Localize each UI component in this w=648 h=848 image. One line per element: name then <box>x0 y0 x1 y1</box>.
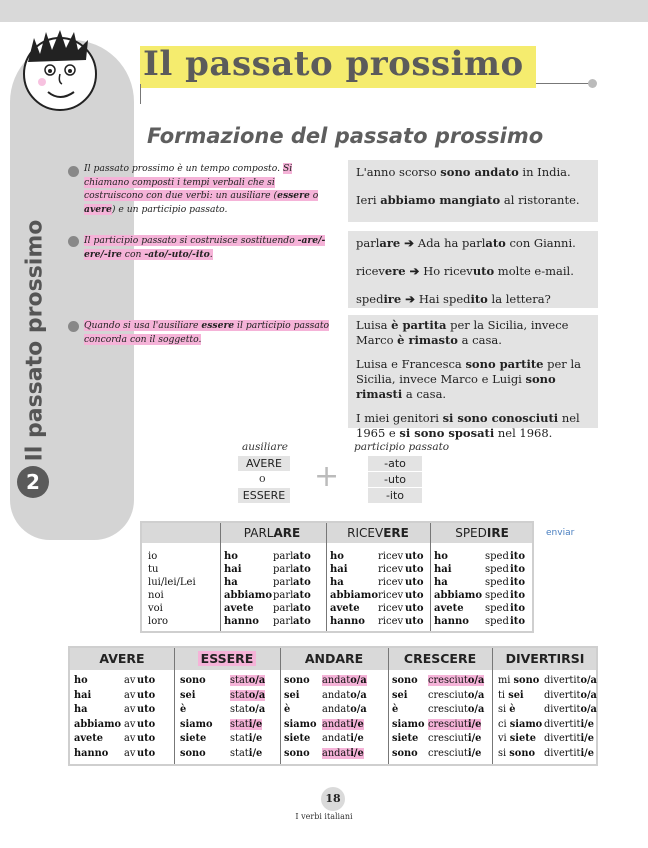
conjugation-table <box>140 521 534 633</box>
ending-chip: -ito <box>368 488 422 503</box>
rule-1-text: Il passato prossimo è un tempo composto. Si chiamano composti i tempi verbali che si costruiscono con due verbi: un ausiliare (essere o avere) e un participio passato. <box>84 163 319 215</box>
table-cell: cresciuto/a <box>428 689 485 701</box>
column-header-parlare: PARLARE <box>220 525 324 541</box>
table-cell: ci siamo <box>498 718 543 730</box>
title-dot <box>588 79 597 88</box>
aux-column: sono sei è siamo siete sono <box>180 675 213 759</box>
table-cell: stato/a <box>230 675 266 686</box>
table-cell: divertito/a <box>544 704 597 715</box>
bullet-icon <box>68 321 79 332</box>
aux-column: ho hai ha abbiamo avete hanno <box>330 551 378 627</box>
table-cell: stato/a <box>230 704 266 715</box>
column-divider <box>174 648 175 764</box>
table-cell: divertiti/e <box>544 733 594 744</box>
participle-stem-column: sped sped sped sped sped sped <box>485 551 509 627</box>
rule-3-text: Quando si usa l'ausiliare essere il participio passato concorda con il soggetto. <box>84 320 330 345</box>
participle-stem-column: ricev ricev ricev ricev ricev ricev <box>378 551 404 627</box>
table-cell: divertito/a <box>544 689 597 701</box>
table-cell: vi siete <box>498 733 537 744</box>
page-number: 18 <box>321 787 345 811</box>
column-divider <box>492 648 493 764</box>
aux-column: sono sei è siamo siete sono <box>284 675 317 759</box>
participle-column <box>544 674 597 761</box>
table-cell: stato/a <box>230 689 266 701</box>
participle-caption: participio passato <box>354 441 450 453</box>
column-divider <box>326 523 327 631</box>
column-header-andare: ANDARE <box>282 651 386 666</box>
aux-column: ho hai ha abbiamo avete hanno <box>434 551 482 627</box>
page-title: Il passato prossimo <box>143 44 524 84</box>
example-sentence: Luisa e Francesca sono partite per la Sicilia, invece Marco e Luigi sono rimasti a casa. <box>356 357 581 401</box>
participle-ending-column: uto uto uto uto uto uto <box>405 551 424 627</box>
table-cell: cresciuto/a <box>428 704 485 715</box>
column-header-crescere: CRESCERE <box>388 651 492 666</box>
participle-stem-column: av av av av av av <box>124 675 136 759</box>
column-divider <box>430 523 431 631</box>
example-sentence: Ieri abbiamo mangiato al ristorante. <box>356 193 580 207</box>
table-cell: andati/e <box>322 747 364 759</box>
example-sentence: L'anno scorso sono andato in India. <box>356 165 571 179</box>
unit-number-badge: 2 <box>17 466 49 498</box>
column-divider <box>388 648 389 764</box>
column-header-avere: AVERE <box>70 651 174 666</box>
title-rule <box>536 83 596 84</box>
mascot-illustration <box>14 18 100 118</box>
table-cell: divertito/a <box>544 675 597 686</box>
plus-icon: + <box>314 459 340 494</box>
bullet-icon <box>68 236 79 247</box>
participle-column <box>230 674 265 761</box>
table-cell: andati/e <box>322 733 364 744</box>
auxiliary-table <box>68 646 598 766</box>
table-cell: divertiti/e <box>544 747 594 759</box>
title-rule-vertical <box>140 84 141 104</box>
margin-note: enviar <box>546 528 575 538</box>
table-cell: si sono <box>498 747 535 759</box>
participle-column <box>428 674 484 761</box>
or-label: o <box>259 472 266 485</box>
rule-2-text: Il participio passato si costruisce sostituendo -are/-ere/-ire con -ato/-uto/-ito. <box>84 235 326 260</box>
ending-chip: -ato <box>368 456 422 471</box>
table-cell: cresciuti/e <box>428 747 482 759</box>
example-sentence: Luisa è partita per la Sicilia, invece Marco è rimasto a casa. <box>356 318 569 347</box>
participle-ending-column: ato ato ato ato ato ato <box>293 551 311 627</box>
table-cell: si è <box>498 704 516 715</box>
example-sentence: parlare ➔ Ada ha parlato con Gianni. <box>356 236 576 250</box>
participle-stem-column: parl parl parl parl parl parl <box>273 551 294 627</box>
table-cell: stati/e <box>230 747 263 759</box>
example-sentence: I miei genitori si sono conosciuti nel 1965 e si sono sposati nel 1968. <box>356 411 580 440</box>
participle-ending-column: uto uto uto uto uto uto <box>137 675 156 759</box>
table-cell: andato/a <box>322 689 367 701</box>
section-subtitle: Formazione del passato prossimo <box>147 124 544 148</box>
examples-box-2 <box>348 231 598 308</box>
aux-chip-essere: ESSERE <box>238 488 290 503</box>
side-title: Il passato prossimo <box>22 219 48 461</box>
column-header-essere: ESSERE <box>198 651 256 666</box>
table-cell: andati/e <box>322 718 364 730</box>
column-divider <box>220 523 221 631</box>
table-cell: divertiti/e <box>544 718 594 730</box>
participle-column <box>322 674 367 761</box>
aux-column: ho hai ha abbiamo avete hanno <box>74 675 122 759</box>
table-cell: stati/e <box>230 718 263 730</box>
column-header-spedire: SPEDIRE <box>432 525 532 541</box>
participle-ending-column: ito ito ito ito ito ito <box>510 551 526 627</box>
example-sentence: ricevere ➔ Ho ricevuto molte e-mail. <box>356 264 574 278</box>
bullet-icon <box>68 166 79 177</box>
examples-box-3 <box>348 315 598 440</box>
table-cell: cresciuti/e <box>428 733 482 744</box>
examples-box-1 <box>348 160 598 222</box>
column-header-ricevere: RICEVERE <box>326 525 430 541</box>
column-divider <box>280 648 281 764</box>
page-footer: I verbi italiani <box>295 812 353 821</box>
table-cell: andato/a <box>322 675 367 686</box>
aux-column: ho hai ha abbiamo avete hanno <box>224 551 272 627</box>
auxiliary-caption: ausiliare <box>242 441 288 453</box>
aux-column: sono sei è siamo siete sono <box>392 675 425 759</box>
pronoun-column: io tu lui/lei/Lei noi voi loro <box>148 551 196 627</box>
table-cell: cresciuti/e <box>428 718 482 730</box>
table-cell: ti sei <box>498 689 524 701</box>
ending-chip: -uto <box>368 472 422 487</box>
reflexive-aux-column <box>498 674 542 761</box>
table-cell: cresciuto/a <box>428 675 485 686</box>
example-sentence: spedire ➔ Hai spedito la lettera? <box>356 292 551 306</box>
table-cell: stati/e <box>230 733 263 744</box>
table-cell: andato/a <box>322 704 367 715</box>
aux-chip-avere: AVERE <box>238 456 290 471</box>
column-header-divertirsi: DIVERTIRSI <box>494 651 596 666</box>
table-cell: mi sono <box>498 675 540 686</box>
